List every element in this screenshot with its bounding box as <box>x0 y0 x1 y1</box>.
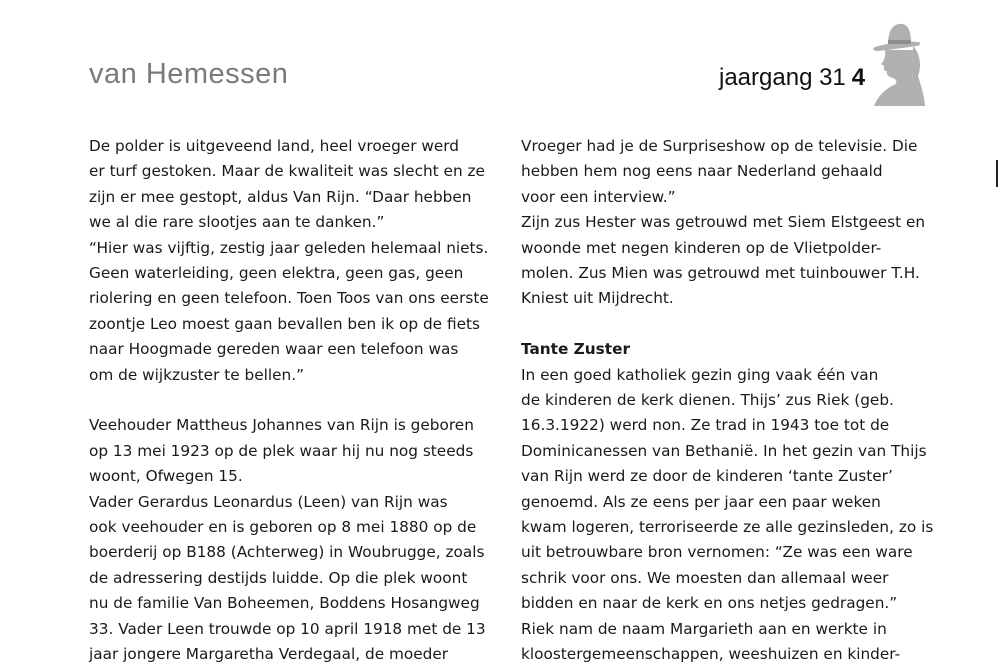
text-line: naar Hoogmade gereden waar een telefoon was <box>89 340 459 359</box>
text-line: om de wijkzuster te bellen.” <box>89 365 305 384</box>
text-line: van Rijn werd ze door de kinderen ‘tante Zuster’ <box>521 467 893 486</box>
text-column-left <box>89 134 489 668</box>
text-line: Veehouder Mattheus Johannes van Rijn is geboren <box>89 416 474 435</box>
page-title: van Hemessen <box>89 58 289 90</box>
text-line: woonde met negen kinderen op de Vlietpolder- <box>521 238 882 257</box>
text-line: Riek nam de naam Margarieth aan en werkte in <box>521 619 887 638</box>
text-line: In een goed katholiek gezin ging vaak één van <box>521 365 879 384</box>
text-line: riolering en geen telefoon. Toen Toos van ons eerste <box>89 289 489 308</box>
text-line: 33. Vader Leen trouwde op 10 april 1918 met de 13 <box>89 619 486 638</box>
text-line: Vroeger had je de Surpriseshow op de televisie. Die <box>521 137 918 155</box>
issue-info <box>719 64 865 92</box>
text-line: De polder is uitgeveend land, heel vroeger werd <box>89 137 460 155</box>
text-line: bidden en naar de kerk en ons netjes gedragen.” <box>521 594 898 613</box>
text-line: kloostergemeenschappen, weeshuizen en kinder- <box>521 645 901 664</box>
text-line: we al die rare slootjes aan te danken.” <box>89 213 385 232</box>
text-line: op 13 mei 1923 op de plek waar hij nu nog steeds <box>89 441 474 460</box>
text-line: woont, Ofwegen 15. <box>89 467 243 486</box>
text-line: zoontje Leo moest gaan bevallen ben ik op de fiets <box>89 314 480 333</box>
text-line: kwam logeren, terroriseerde ze alle gezinsleden, zo is <box>521 518 934 537</box>
text-line: genoemd. Als ze eens per jaar een paar weken <box>521 492 881 511</box>
text-line: ook veehouder en is geboren op 8 mei 1880 op de <box>89 518 477 537</box>
text-column-right <box>521 134 934 668</box>
text-line: de kinderen de kerk dienen. Thijs’ zus Riek (geb. <box>521 391 894 410</box>
text-line: Zijn zus Hester was getrouwd met Siem Elstgeest en <box>521 213 926 232</box>
section-heading: Tante Zuster <box>521 340 631 359</box>
page-number: 4 <box>851 64 866 91</box>
text-line: Dominicanessen van Bethanië. In het gezin van Thijs <box>521 441 927 460</box>
text-line: de adressering destijds luidde. Op die plek woont <box>89 568 468 587</box>
text-line: Geen waterleiding, geen elektra, geen gas, geen <box>89 264 464 283</box>
text-line: Kniest uit Mijdrecht. <box>521 289 674 308</box>
text-line: 16.3.1922) werd non. Ze trad in 1943 toe tot de <box>521 416 890 435</box>
text-line: jaar jongere Margaretha Verdegaal, de moeder <box>89 645 449 664</box>
text-line: voor een interview.” <box>521 187 676 206</box>
text-line: zijn er mee gestopt, aldus Van Rijn. “Daar hebben <box>89 187 472 206</box>
text-line: boerderij op B188 (Achterweg) in Woubrugge, zoals <box>89 543 485 562</box>
issue-label: jaargang 31 <box>719 64 846 91</box>
text-cursor <box>996 160 998 187</box>
paragraph-gap <box>89 388 481 413</box>
text-line: er turf gestoken. Maar de kwaliteit was slecht en ze <box>89 162 485 181</box>
text-line: Vader Gerardus Leonardus (Leen) van Rijn was <box>89 492 448 511</box>
text-line: uit betrouwbare bron vernomen: “Ze was een ware <box>521 543 913 562</box>
text-line: “Hier was vijftig, zestig jaar geleden helemaal niets. <box>89 238 489 257</box>
text-line: nu de familie Van Boheemen, Boddens Hosangweg <box>89 594 480 613</box>
text-line: schrik voor ons. We moesten dan allemaal weer <box>521 568 889 587</box>
text-line: molen. Zus Mien was getrouwd met tuinbouwer T.H. <box>521 264 920 283</box>
silhouette-hat-icon <box>866 20 928 106</box>
text-line: hebben hem nog eens naar Nederland gehaald <box>521 162 883 181</box>
paragraph-gap <box>521 312 913 337</box>
